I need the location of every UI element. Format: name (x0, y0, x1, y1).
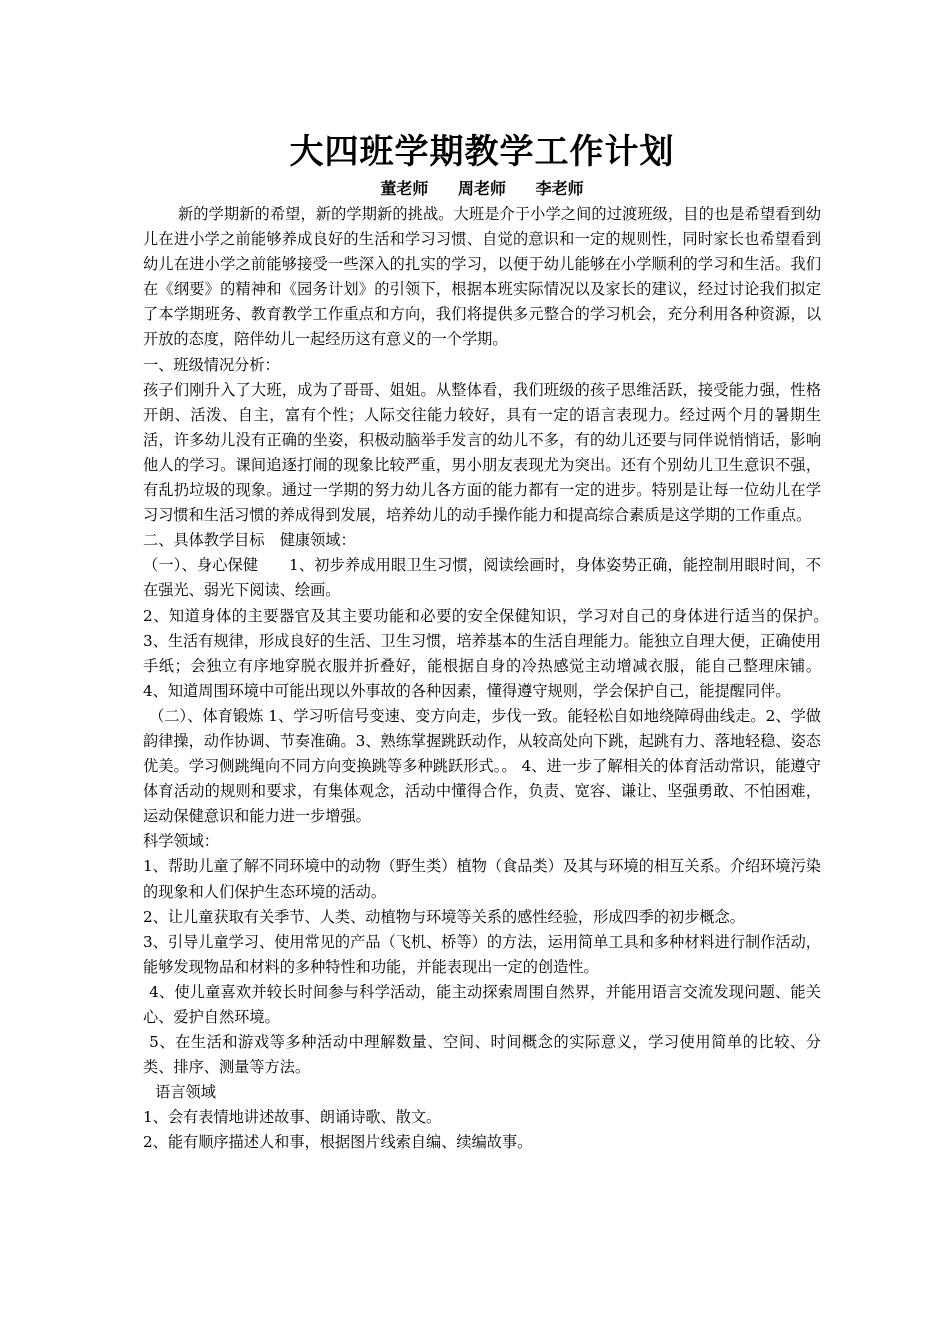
document-body (143, 128, 837, 1156)
science-goal-paragraph: 4、使儿童喜欢并较长时间参与科学活动，能主动探索周围自然界，并能用语言交流发现问题、能关心、爱护自然环境。 (143, 982, 821, 1026)
author-name: 董老师 (380, 179, 429, 198)
document-title: 大四班学期教学工作计划 (289, 132, 675, 172)
health-goal-paragraph: （一）、身心保健 1、初步养成用眼卫生习惯，阅读绘画时，身体姿势正确，能控制用眼时间，不在强光、弱光下阅读、绘画。 (143, 556, 821, 600)
author-line (143, 176, 821, 202)
section-heading-class-analysis: 一、班级情况分析： (143, 355, 280, 374)
science-goal-paragraph: 3、引导儿童学习、使用常见的产品（飞机、桥等）的方法，运用简单工具和多种材料进行制作活动，能够发现物品和材料的多种特性和功能，并能表现出一定的创造性。 (143, 932, 821, 976)
pe-goal-paragraph: （二）、体育锻炼 1、学习听信号变速、变方向走，步伐一致。能轻松自如地绕障碍曲线走。2、学做韵律操，动作协调、节奏准确。3、熟练掌握跳跃动作，从较高处向下跳，起跳有力、落地轻稳、姿态优美。学习侧跳绳向不同方向变换跳等多种跳跃形式。。 4、进一步了解相关的体育活动常识，能遵守体育活动的规则和要求，有集体观念，活动中懂得合作，负责、宽容、谦让、坚强勇敢、不怕困难，运动保健意识和能力进一步增强。 (143, 706, 821, 826)
language-goal-paragraph: 2、能有顺序描述人和事，根据图片线索自编、续编故事。 (143, 1133, 533, 1152)
health-goal-paragraph: 2、知道身体的主要器官及其主要功能和必要的安全保健知识，学习对自己的身体进行适当的保护。 3、生活有规律，形成良好的生活、卫生习惯，培养基本的生活自理能力。能独立自理大便，正确使用手纸；会独立有序地穿脱衣服并折叠好，能根据自身的冷热感觉主动增减衣服，能自己整理床铺。 4、知道周围环境中可能出现以外事故的各种因素，懂得遵守规则，学会保护自己，能提醒同伴。 (143, 606, 837, 700)
science-goal-paragraph: 1、帮助儿童了解不同环境中的动物（野生类）植物（食品类）及其与环境的相互关系。介绍环境污染的现象和人们保护生态环境的活动。 (143, 857, 821, 901)
section-heading-science: 科学领域： (143, 832, 219, 851)
section-heading-language: 语言领域 (155, 1083, 216, 1102)
science-goal-paragraph: 5、在生活和游戏等多种活动中理解数量、空间、时间概念的实际意义，学习使用简单的比较、分类、排序、测量等方法。 (143, 1033, 821, 1077)
section-heading-teaching-goals: 二、具体教学目标 健康领域： (143, 531, 356, 550)
science-goal-paragraph: 2、让儿童获取有关季节、人类、动植物与环境等关系的感性经验，形成四季的初步概念。 (143, 907, 745, 926)
class-analysis-paragraph: 孩子们刚升入了大班，成为了哥哥、姐姐。从整体看，我们班级的孩子思维活跃，接受能力强，性格开朗、活泼、自主，富有个性；人际交往能力较好，具有一定的语言表现力。经过两个月的暑期生活，许多幼儿没有正确的坐姿，积极动脑举手发言的幼儿不多，有的幼儿还要与同伴说悄悄话，影响他人的学习。课间追逐打闹的现象比较严重，男小朋友表现尤为突出。还有个别幼儿卫生意识不强，有乱扔垃圾的现象。通过一学期的努力幼儿各方面的能力都有一定的进步。特别是让每一位幼儿在学习习惯和生活习惯的养成得到发展，培养幼儿的动手操作能力和提高综合素质是这学期的工作重点。 (143, 380, 821, 525)
author-name: 周老师 (457, 179, 506, 198)
author-name: 李老师 (535, 179, 584, 198)
intro-paragraph: 新的学期新的希望，新的学期新的挑战。大班是介于小学之间的过渡班级，目的也是希望看到幼儿在进小学之前能够养成良好的生活和学习习惯、自觉的意识和一定的规则性，同时家长也希望看到幼儿在进小学之前能够接受一些深入的扎实的学习，以便于幼儿能够在小学顺利的学习和生活。我们在《纲要》的精神和《园务计划》的引领下，根据本班实际情况以及家长的建议，经过讨论我们拟定了本学期班务、教育教学工作重点和方向，我们将提供多元整合的学习机会，充分利用各种资源，以开放的态度，陪伴幼儿一起经历这有意义的一个学期。 (143, 205, 821, 349)
language-goal-paragraph: 1、会有表情地讲述故事、朗诵诗歌、散文。 (143, 1108, 442, 1127)
